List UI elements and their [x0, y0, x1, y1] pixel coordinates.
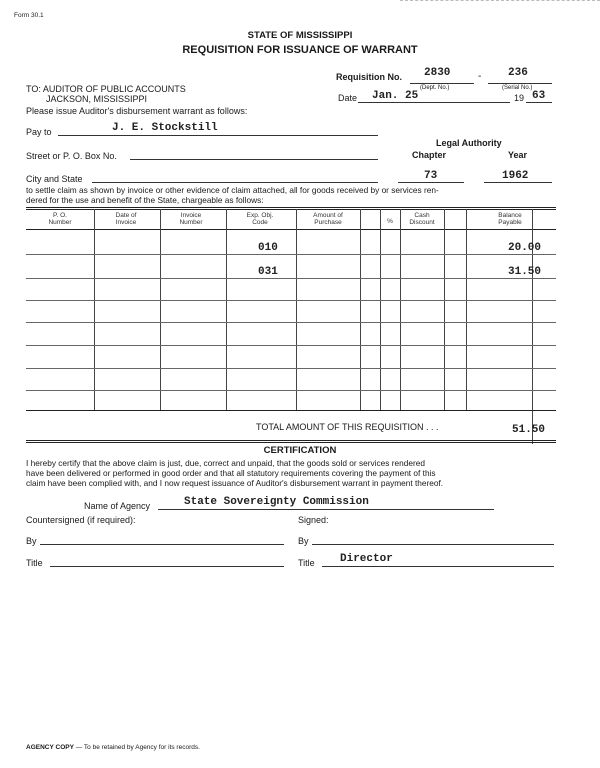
table-top-rule — [26, 207, 556, 208]
certification-line2: have been delivered or performed in good order and that all statutory requirements covering the payment of this — [26, 468, 436, 478]
total-label: TOTAL AMOUNT OF THIS REQUISITION . . . — [256, 422, 439, 432]
requisition-label: Requisition No. — [336, 72, 402, 82]
title-right-label: Title — [298, 558, 315, 568]
row-rule — [26, 254, 556, 255]
pay-to-label: Pay to — [26, 127, 52, 137]
col-header-po: P. O. Number — [48, 212, 72, 226]
legal-year-line — [484, 182, 552, 183]
col-header-cash-discount: Cash Discount — [409, 212, 435, 226]
agency-copy-label: AGENCY COPY — [26, 744, 74, 751]
col-header-date-invoice: Date of Invoice — [115, 212, 137, 226]
row-rule — [26, 390, 556, 391]
footer — [26, 744, 200, 751]
serial-no-value: 236 — [508, 67, 528, 79]
title-left-line — [50, 566, 284, 567]
by-right-line — [312, 544, 554, 545]
by-left-line — [40, 544, 284, 545]
col-header-balance: Balance Payable — [498, 212, 522, 226]
instruction-text: Please issue Auditor's disbursement warrant as follows: — [26, 106, 248, 116]
row-2-balance: 31.50 — [508, 266, 542, 278]
certification-title: CERTIFICATION — [263, 445, 337, 456]
form-title: REQUISITION FOR ISSUANCE OF WARRANT — [182, 44, 418, 56]
col-divider — [160, 209, 161, 410]
certification-line3: claim have been complied with, and I now request issuance of Auditor's disbursement warrant in payment thereof. — [26, 478, 444, 488]
date-value: Jan. 25 — [372, 90, 419, 102]
col-divider — [296, 209, 297, 410]
year-suffix: 63 — [532, 90, 546, 102]
col-divider — [400, 209, 401, 410]
total-rule-2 — [26, 442, 556, 443]
chapter-label: Chapter — [412, 150, 447, 160]
street-label: Street or P. O. Box No. — [26, 151, 117, 161]
row-2-exp-obj: 031 — [258, 266, 278, 278]
to-line2: JACKSON, MISSISSIPPI — [46, 94, 148, 104]
by-right-label: By — [298, 536, 309, 546]
agency-line — [158, 509, 494, 510]
city-line — [92, 182, 378, 183]
total-rule — [26, 440, 556, 441]
dept-no-value: 2830 — [424, 67, 451, 79]
col-divider — [226, 209, 227, 410]
row-rule-last — [26, 410, 556, 411]
title-right-line — [322, 566, 554, 567]
header-bottom-rule — [26, 229, 556, 230]
row-rule — [26, 345, 556, 346]
to-line1: TO: AUDITOR OF PUBLIC ACCOUNTS — [26, 84, 186, 94]
table-top-rule-2 — [26, 209, 556, 210]
title-value: Director — [340, 553, 393, 565]
agency-label: Name of Agency — [84, 501, 151, 511]
year-line — [526, 102, 552, 103]
city-label: City and State — [26, 174, 83, 184]
footer-note: — To be retained by Agency for its records. — [75, 744, 200, 751]
year-label: Year — [508, 150, 528, 160]
legal-authority-title: Legal Authority — [436, 138, 502, 148]
date-line — [358, 102, 510, 103]
col-header-invoice-number: Invoice Number — [179, 212, 203, 226]
requisition-dash: - — [478, 71, 482, 82]
perforation-line — [400, 0, 600, 1]
serial-no-line — [488, 83, 552, 84]
pay-to-line — [58, 135, 378, 136]
pay-to-value: J. E. Stockstill — [112, 122, 218, 134]
signed-label: Signed: — [298, 515, 329, 525]
countersigned-label: Countersigned (if required): — [26, 515, 136, 525]
col-header-exp-obj: Exp. Obj. Code — [246, 212, 274, 226]
row-rule — [26, 368, 556, 369]
agency-value: State Sovereignty Commission — [184, 496, 369, 508]
settle-text-line2: dered for the use and benefit of the State, chargeable as follows: — [26, 195, 264, 205]
year-prefix: 19 — [514, 93, 525, 103]
col-divider — [444, 209, 445, 410]
form-number: Form 30.1 — [14, 12, 44, 19]
dept-no-caption: (Dept. No.) — [420, 85, 450, 91]
serial-no-caption: (Serial No.) — [502, 85, 533, 91]
state-heading: STATE OF MISSISSIPPI — [247, 30, 353, 41]
street-line — [130, 159, 378, 160]
col-header-amount: Amount of Purchase — [313, 212, 343, 226]
total-value: 51.50 — [512, 424, 546, 436]
row-rule — [26, 300, 556, 301]
certification-line1: I hereby certify that the above claim is just, due, correct and unpaid, that the goods sold or services rendered — [26, 458, 425, 468]
col-divider — [466, 209, 467, 410]
col-divider — [360, 209, 361, 410]
row-1-exp-obj: 010 — [258, 242, 278, 254]
by-left-label: By — [26, 536, 37, 546]
legal-year-value: 1962 — [502, 170, 529, 182]
row-rule — [26, 322, 556, 323]
dept-no-line — [410, 83, 474, 84]
title-left-label: Title — [26, 558, 43, 568]
settle-text-line1: to settle claim as shown by invoice or other evidence of claim attached, all for goods received by or services ren- — [26, 185, 439, 195]
row-rule — [26, 278, 556, 279]
chapter-value: 73 — [424, 170, 438, 182]
row-1-balance: 20.00 — [508, 242, 542, 254]
date-label: Date — [338, 93, 358, 103]
col-divider — [380, 209, 381, 410]
col-divider — [94, 209, 95, 410]
col-header-pct: % — [387, 218, 393, 225]
chapter-line — [398, 182, 464, 183]
